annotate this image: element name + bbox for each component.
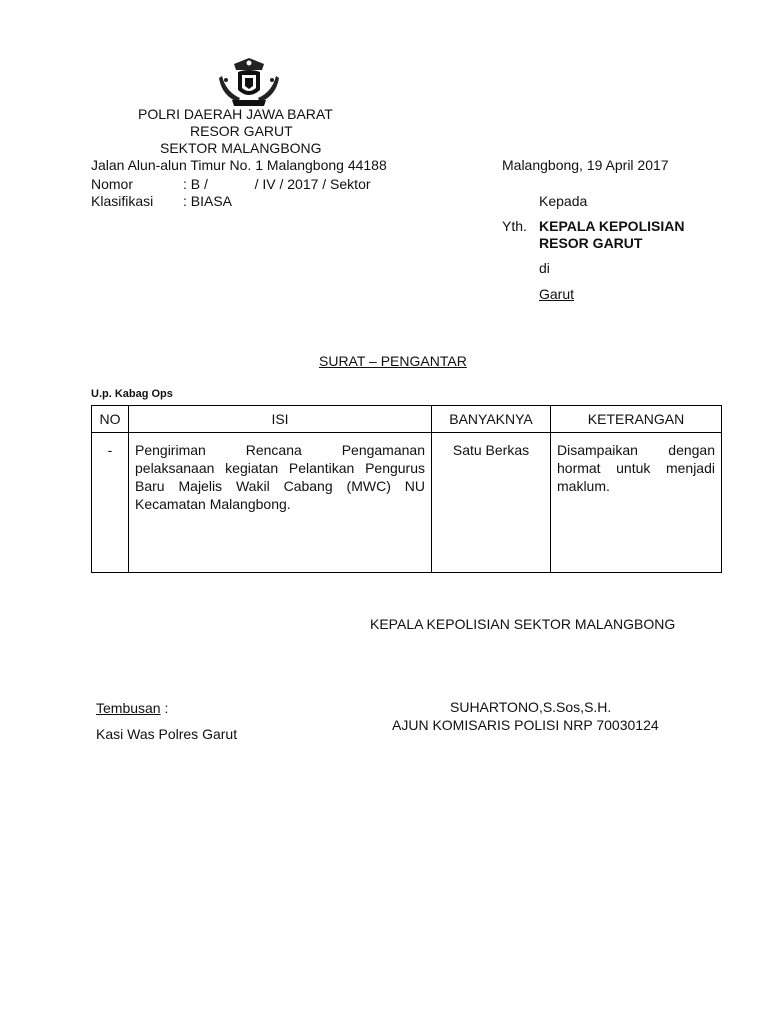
kepada-label: Kepada (539, 193, 588, 209)
up-label: U.p. Kabag Ops (91, 388, 173, 400)
kop-line-1: POLRI DAERAH JAWA BARAT (138, 106, 333, 122)
polri-emblem-icon (218, 56, 280, 108)
nama-penandatangan: SUHARTONO,S.Sos,S.H. (450, 699, 612, 715)
kop-line-3: SEKTOR MALANGBONG (160, 140, 322, 156)
jabatan-penandatangan: KEPALA KEPOLISIAN SEKTOR MALANGBONG (370, 616, 676, 632)
header-banyaknya: BANYAKNYA (432, 406, 551, 433)
cell-no: - (92, 433, 129, 573)
cell-isi: Pengiriman Rencana Pengamanan pelaksanaan kegiatan Pelantikan Pengurus Baru Majelis Wakil Cabang (MWC) NU Kecamatan Malangbong. (129, 433, 432, 573)
tujuan-line-1: KEPALA KEPOLISIAN (539, 218, 685, 234)
tembusan-item: Kasi Was Polres Garut (96, 726, 238, 742)
yth-label: Yth. (502, 218, 527, 234)
header-keterangan: KETERANGAN (551, 406, 722, 433)
tujuan-line-2: RESOR GARUT (539, 235, 643, 251)
header-no: NO (92, 406, 129, 433)
tempat-tujuan: Garut (539, 286, 575, 302)
header-isi: ISI (129, 406, 432, 433)
tabel-isi-surat (91, 405, 722, 573)
judul-surat: SURAT – PENGANTAR (319, 353, 467, 369)
cell-keterangan: Disampaikan dengan hormat untuk menjadi maklum. (551, 433, 722, 573)
nomor-label: Nomor (91, 176, 134, 192)
klasifikasi-label: Klasifikasi (91, 193, 154, 209)
tembusan-colon: : (160, 700, 169, 716)
tabel-header-row (92, 406, 722, 433)
nomor-value: : B / / IV / 2017 / Sektor (183, 176, 371, 192)
klasifikasi-value: : BIASA (183, 193, 233, 209)
table-row (92, 433, 722, 573)
kop-alamat: Jalan Alun-alun Timur No. 1 Malangbong 44188 (91, 157, 387, 173)
pangkat-penandatangan: AJUN KOMISARIS POLISI NRP 70030124 (392, 717, 659, 733)
tanggal-surat: Malangbong, 19 April 2017 (502, 157, 669, 173)
kop-line-2: RESOR GARUT (190, 123, 293, 139)
cell-banyaknya: Satu Berkas (432, 433, 551, 573)
tembusan-heading (96, 700, 168, 716)
tembusan-label: Tembusan (96, 700, 161, 716)
di-label: di (539, 260, 550, 276)
